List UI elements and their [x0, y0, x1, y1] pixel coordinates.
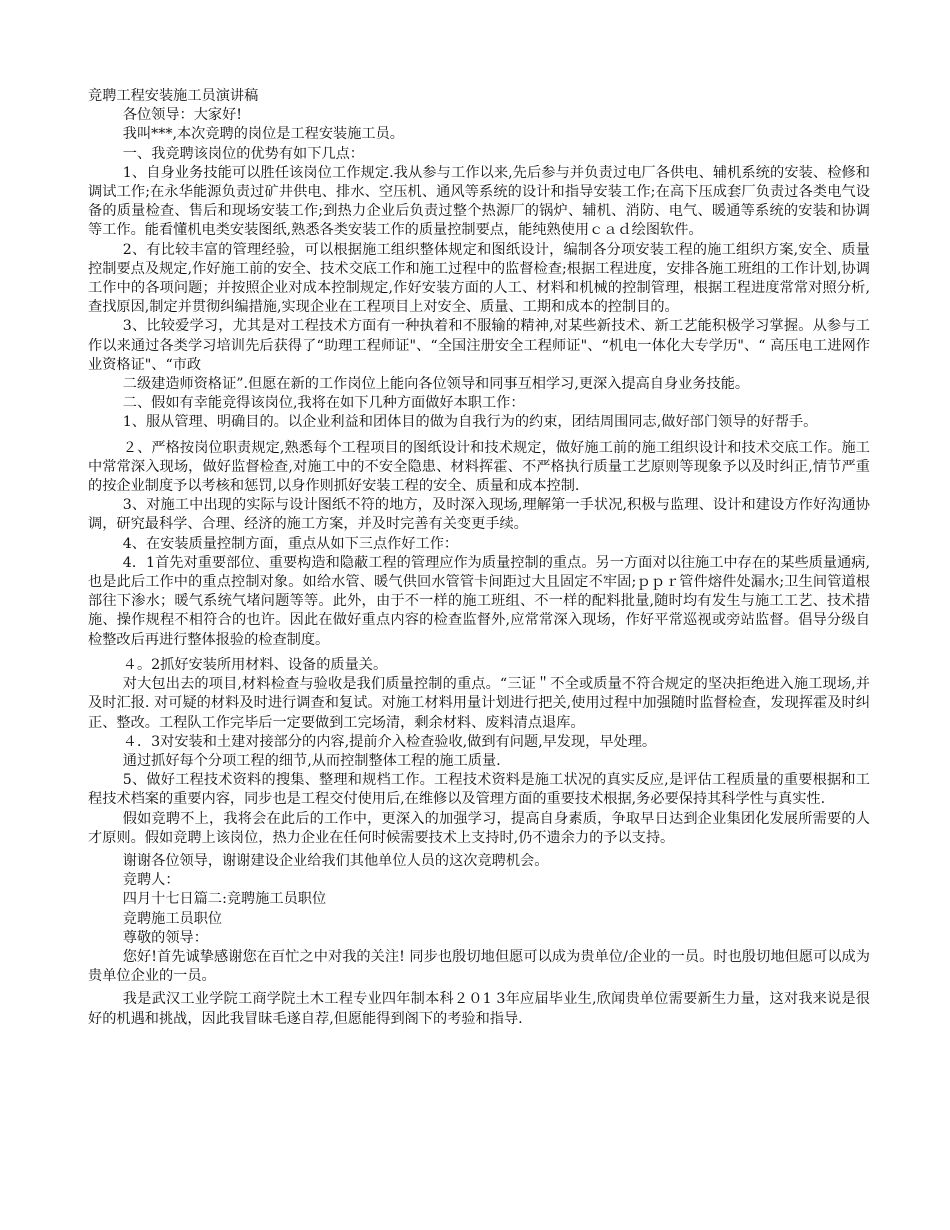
paragraph-duty-5: 5、做好工程技术资料的搜集、整理和规档工作。工程技术资料是施工状况的真实反应,是评估工程质量的重要根据和工程技术档案的重要内容，同步也是工程交付使用后,在维修以及管理方面的重要技术根据,务必要保持其科学性与真实性. [88, 772, 870, 808]
paragraph-duty-4-2: ４。2抓好安装所用材料、设备的质量关。 [122, 656, 388, 673]
paragraph-duty-4: 4、在安装质量控制方面，重点从如下三点作好工作： [122, 535, 459, 552]
paragraph-closing: 假如竞聘不上，我将会在此后的工作中，更深入的加强学习，提高自身素质，争取早日达到企业集团化发展所需要的人才原则。假如竞聘上该岗位，热力企业在任何时候需要技术上支持时,仍不遗余力的予以支持。 [88, 810, 870, 846]
section-heading-duties: 二、假如有幸能竞得该岗位,我将在如下几种方面做好本职工作： [122, 395, 525, 412]
paragraph-date-and-next-title: 四月十七日篇二:竞聘施工员职位 [122, 891, 327, 908]
document-title: 竞聘工程安装施工员演讲稿 [88, 88, 259, 104]
paragraph-advantage-3: 3、比较爱学习，尤其是对工程技术方面有一种执着和不服输的精神,对某些新技术、新工艺能积极学习掌握。从参与工作以来通过各类学习培训先后获得了“助理工程师证"、“全国注册安全工程师证"、“机电一体化大专学历"、“ 高压电工进网作业资格证"、“市政 [88, 318, 870, 373]
paragraph-intro: 我叫***,本次竞聘的岗位是工程安装施工员。 [122, 126, 404, 143]
paragraph-advantage-1: 1、自身业务技能可以胜任该岗位工作规定.我从参与工作以来,先后参与并负责过电厂各供电、辅机系统的安装、检修和调试工作;在永华能源负责过矿井供电、排水、空压机、通风等系统的设计和指导安装工作;在高下压成套厂负责过各类电气设备的质量检查、售后和现场安装工作;到热力企业后负责过整个热源厂的锅炉、辅机、消防、电气、暖通等系统的安装和协调等工作。能看懂机电类安装图纸,熟悉各类安装工作的质量控制要点，能纯熟使用ｃａｄ绘图软件。 [88, 164, 870, 239]
paragraph-advantage-2: 2、有比较丰富的管理经验，可以根据施工组织整体规定和图纸设计，编制各分项安装工程的施工组织方案,安全、质量控制要点及规定,作好施工前的安全、技术交底工作和施工过程中的监督检查;根据工程进度，安排各施工班组的工作计划,协调工作中的各项问题；并按照企业对成本控制规定,作好安装方面的人工、材料和机械的控制管理，根据工程进度常常对照分析,查找原因,制定并贯彻纠编措施,实现企业在工程项目上对安全、质量、工期和成本的控制目的。 [88, 241, 870, 316]
section-heading-advantages: 一、我竞聘该岗位的优势有如下几点： [122, 145, 364, 162]
paragraph-self-intro: 我是武汉工业学院工商学院土木工程专业四年制本科２０1 3年应届毕业生,欣闻贵单位需要新生力量，这对我来说是很好的机遇和挑战，因此我冒昧毛遂自荐,但愿能得到阁下的考验和指导. [88, 991, 870, 1027]
paragraph-duty-2: ２、严格按岗位职责规定,熟悉每个工程项目的图纸设计和技术规定，做好施工前的施工组织设计和技术交底工作。施工中常常深入现场，做好监督检查,对施工中的不安全隐患、材料挥霍、不严格执行质量工艺原则等现象予以及时纠正,情节严重的按企业制度予以考核和惩罚,以身作则抓好安装工程的安全、质量和成本控制. [88, 439, 870, 495]
paragraph-duty-4-3: ４．3对安装和土建对接部分的内容,提前介入检查验收,做到有问题,早发现，早处理。 [122, 733, 657, 750]
paragraph-subtitle: 竞聘施工员职位 [122, 910, 223, 927]
paragraph-materials: 对大包出去的项目,材料检查与验收是我们质量控制的重点。“三证＂不全或质量不符合规定的坚决拒绝进入施工现场,并及时汇报. 对可疑的材料及时进行调查和复试。对施工材料用量计划进行把关,使用过程中加强随时监督检查，发现挥霍及时纠正、整改。工程队工作完毕后一定要做到工完场清，剩余材料、废料清点退库。 [88, 676, 870, 731]
paragraph-opening: 您好!首先诚挚感谢您在百忙之中对我的关注! 同步也殷切地但愿可以成为贵单位/企业的一员。时也殷切地但愿可以成为贵单位企业的一员。 [88, 948, 870, 985]
paragraph-signature: 竞聘人： [122, 872, 180, 889]
paragraph-thanks: 谢谢各位领导，谢谢建设企业给我们其他单位人员的这次竞聘机会。 [122, 852, 549, 869]
paragraph-duty-1: 1、服从管理、明确目的。以企业利益和团体目的做为自我行为的约束，团结周围同志,做好部门领导的好帮手。 [122, 414, 818, 431]
paragraph-duty-4-1: 4．1首先对重要部位、重要构造和隐蔽工程的管理应作为质量控制的重点。另一方面对以往施工中存在的某些质量通病,也是此后工作中的重点控制对象。如给水管、暖气供回水管管卡间距过大且固定不牢固;ｐｐｒ管件熔件处漏水;卫生间管道根部往下渗水；暖气系统气堵问题等等。此外，由于不一样的施工班组、不一样的配料批量,随时均有发生与施工工艺、技术措施、操作规程不相符合的也许。因此在做好重点内容的检查监督外,应常常深入现场，作好平常巡视或旁站监督。倡导分级自检整改后再进行整体报验的检查制度。 [88, 554, 870, 648]
paragraph-salutation: 尊敬的领导： [122, 929, 208, 946]
paragraph-advantage-3-cont: 二级建造师资格证”.但愿在新的工作岗位上能向各位领导和同事互相学习,更深入提高自身业务技能。 [122, 376, 750, 393]
paragraph-quality-summary: 通过抓好每个分项工程的细节,从而控制整体工程的施工质量. [122, 752, 501, 769]
paragraph-greeting: 各位领导：大家好! [122, 107, 242, 124]
paragraph-duty-3: 3、对施工中出现的实际与设计图纸不符的地方，及时深入现场,理解第一手状况,积极与监理、设计和建设方作好沟通协调，研究最科学、合理、经济的施工方案，并及时完善有关变更手续。 [88, 497, 870, 533]
